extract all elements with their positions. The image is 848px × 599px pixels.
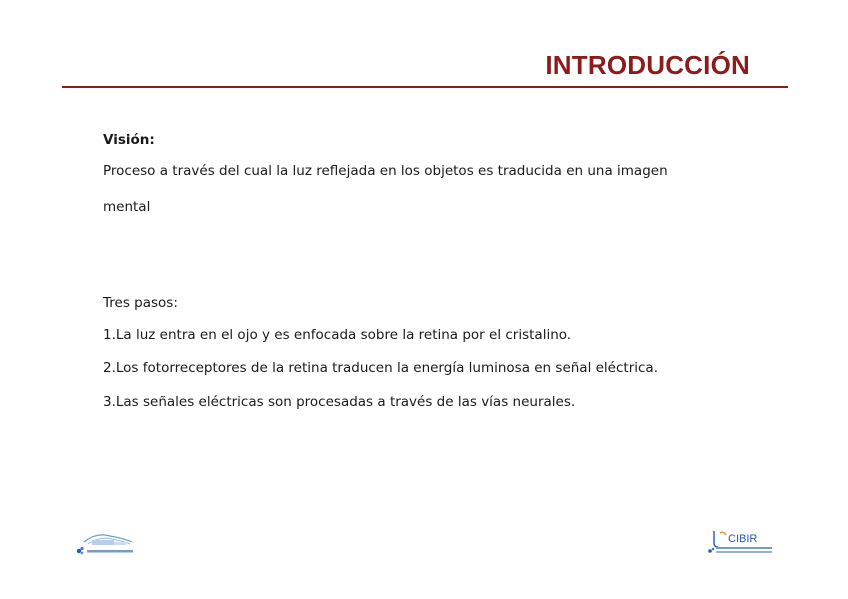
svg-text:CIBIR: CIBIR	[728, 533, 758, 545]
steps-heading: Tres pasos:	[103, 295, 178, 311]
step-text: Las señales eléctricas son procesadas a través de las vías neurales.	[115, 394, 576, 410]
vision-definition-line-1: Proceso a través del cual la luz reflejada en los objetos es traducida en una imagen	[103, 163, 668, 179]
step-number: 3.	[103, 394, 116, 410]
step-item-3	[103, 394, 575, 410]
vision-definition-line-2: mental	[103, 199, 151, 215]
hospital-san-pedro-logo-icon	[74, 528, 138, 558]
cibir-logo-icon	[706, 527, 776, 557]
slide-title: INTRODUCCIÓN	[545, 50, 750, 80]
step-item-2	[103, 360, 658, 376]
step-number: 1.	[103, 327, 116, 343]
vision-heading: Visión:	[103, 132, 155, 148]
step-item-1	[103, 327, 571, 343]
step-text: Los fotorreceptores de la retina traducen la energía luminosa en señal eléctrica.	[115, 360, 658, 376]
title-divider	[62, 86, 788, 88]
step-number: 2.	[103, 360, 116, 376]
step-text: La luz entra en el ojo y es enfocada sobre la retina por el cristalino.	[115, 327, 572, 343]
